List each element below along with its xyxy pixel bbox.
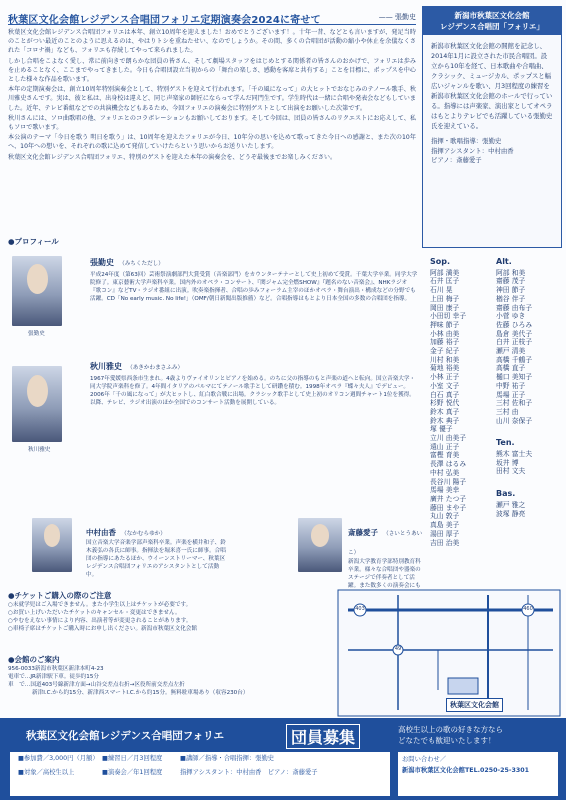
member-name: 石川 晃	[430, 286, 453, 295]
alt-label: Alt.	[496, 257, 512, 266]
member-name: 鈴木 典子	[430, 416, 460, 425]
bullet-icon: ●	[8, 591, 15, 600]
portrait-face	[44, 524, 61, 547]
recruit-detail: 指揮アシスタント：中村由香 ピアノ：斎藤愛子	[180, 769, 318, 776]
bio-heading	[90, 250, 418, 269]
member-name: 佐藤 ひろみ	[496, 320, 533, 329]
member-name: 立川 由美子	[430, 434, 467, 443]
recruit-headline: 団員募集	[286, 724, 360, 749]
member-name: 三村 佐和子	[496, 399, 533, 408]
member-name: 樋口 美知子	[496, 373, 533, 382]
bio-heading	[90, 354, 418, 373]
ticket-item-text: やむをえない事情により内容、出演者等が変更されることがあります。	[12, 618, 192, 624]
member-name: 高橋 直子	[496, 364, 526, 373]
person-heading	[86, 520, 226, 539]
ticket-item	[8, 617, 308, 625]
member-name: 富樫 育美	[430, 451, 460, 460]
recruit-detail: ■練習日／月3回程度	[102, 755, 163, 762]
portrait-photo	[32, 518, 72, 572]
road-label: 460	[523, 606, 533, 612]
member-name: 馬場 美幸	[430, 486, 460, 495]
road-label: 403	[355, 606, 365, 612]
member-name: 阿部 和美	[496, 268, 526, 277]
person-bio	[348, 520, 424, 592]
member-name: 小室 文子	[430, 381, 460, 390]
intro-paragraph: 秋葉区文化会館レジデンス合唱団フォリエは本年、創立10周年を迎えました！おめでとうございます！。十年一昔、などとも言いますが、発足当時のことがつい最近のことのように思えるのは、やはりトシを重ねたせい、なのでしょうか。その間、多くの合唱団が活動の縮小や休止を余儀なくされた「コロナ禍」なども、フォリエも存続してやって来られました。	[8, 29, 416, 55]
member-name: 島倉 美代子	[496, 329, 533, 338]
access-line: 電車で…JR新津駅下車。徒歩約15分	[8, 674, 99, 680]
recruit-tag: どなたでも歓迎いたします！	[398, 736, 496, 745]
right-column	[496, 254, 560, 547]
access-title-text: 会館のご案内	[14, 655, 60, 664]
member-name: 川村 和美	[430, 355, 460, 364]
sop-column	[430, 254, 496, 547]
member-name: 丸山 敦子	[430, 512, 460, 521]
ticket-item-text: 車椅子席はチケットご購入時にお申し出ください。新潟市秋葉区文化会館	[12, 626, 197, 632]
member-name: 鈴木 真子	[430, 407, 460, 416]
member-name: 中村 弘美	[430, 468, 460, 477]
portrait-photo	[12, 256, 62, 326]
member-name: 瀬戸 清美	[496, 347, 526, 356]
intro-paragraph: 本公演のテーマ「今日を歌う 明日を歌う」は、10周年を迎えたフォリエが今日、10年分の思いを込めて歌ってきた今日への感謝と、また次の10年へ、10年への想いを、それぞれの歌に込めて発信していけたらという思いからお送りいたします。	[8, 134, 416, 151]
member-name: 藤田 まや子	[430, 503, 467, 512]
bas-label: Bas.	[496, 489, 516, 499]
member-name: 真島 美子	[430, 521, 460, 530]
member-name: 小林 由美	[430, 329, 460, 338]
intro-paragraph: 本年の定期演奏会は、創立10周年特別演奏会として、特別ゲストを迎えて行われます。「千の風になって」の大ヒットでおなじみのテノール歌手、秋川雅史さんです。実は、彼と私は、出身校は違えど、同じ声楽家の師匠にならって学んだ同門生です。学生時代は一緒に合唱や発表会などもしていました。近年、テレビ番組などでの共演機会などもあるため、今回フォリエの演奏会に特別ゲストとして出演をお願いした次第です。	[8, 86, 416, 112]
bio-reading: （みちくただし）	[119, 261, 164, 267]
recruit-details	[10, 752, 390, 796]
intro-paragraph: 秋葉区文化会館レジデンス合唱団フォリエ、特別のゲストを迎えた本年の演奏会を、どうぞ最後までお楽しみください。	[8, 153, 337, 161]
access-title	[8, 654, 338, 665]
portrait-photo	[298, 518, 342, 572]
choir-info-header	[423, 7, 561, 35]
member-name: 楢谷 伴子	[496, 294, 526, 303]
ticket-item	[8, 609, 308, 617]
member-name: 湯田 厚子	[430, 529, 460, 538]
member-name: 坂井 博	[496, 458, 519, 467]
road-label: 49	[394, 646, 402, 652]
ticket-item	[8, 601, 308, 609]
ticket-title	[8, 590, 308, 601]
choir-info-header-line: レジデンス合唱団「フォリエ」	[440, 22, 544, 31]
staff-row	[431, 147, 553, 157]
member-name: 廣井 たつ子	[430, 494, 467, 503]
member-name: 瀬戸 雅之	[496, 500, 526, 509]
portrait-face	[27, 375, 48, 407]
member-name: 押味 節子	[430, 320, 460, 329]
staff-name: 中村由香	[488, 146, 514, 155]
intro-paragraph: しかし合唱をこよなく愛し、常に前向きで朗らかな団員の皆さん、そして劇場スタッフをはじめとする関係者の皆さんのおかげで、フォリエは歩みを止めることなく、ここまでやってきました。今日も合唱団設立当初からの「舞台の楽しさ、感動を客席と共有する」ことを目標に、ポップスを中心とした様々な作品を歌います。	[8, 57, 416, 84]
contact-text: 新潟市秋葉区文化会館TEL.0250-25-3301	[402, 767, 530, 774]
member-name: 吉田 治美	[430, 538, 460, 547]
portrait-photo	[12, 366, 62, 442]
member-name: 石井 匡子	[430, 277, 460, 286]
recruit-banner	[0, 718, 566, 800]
recruit-detail: ■講師／指導・合唱指揮：張勤史	[180, 755, 275, 762]
access-info	[8, 654, 338, 704]
member-name: 馬場 正子	[496, 390, 526, 399]
member-name: 岡田 康子	[430, 303, 460, 312]
photo-caption: 秋川雅史	[28, 447, 51, 453]
member-name: 塚 優子	[430, 425, 453, 434]
member-name: 田村 文夫	[496, 467, 526, 476]
member-name: 中野 祐子	[496, 381, 526, 390]
bio-text: 1967年愛媛県西条市生まれ。4歳よりヴァイオリンとピアノを始める。のちに父の指導のもと声楽の道へと転向。国立音楽大学・同大学院声楽科を修了。4年間イタリアのパルマにてテノール歌手として研鑽を積む。1998年オペラ『蝶々夫人』でデビュー。2006年「千の風になって」が大ヒットし、紅白歌合戦に出場。クラシック歌手として史上初のオリコン週間チャート1位を獲得。以降、テレビ、ラジオ出演のほか全国でのコンサート活動を展開している。	[90, 376, 416, 406]
staff-role: 指揮・歌唱指導：	[431, 137, 483, 145]
bio-name: 張勤史	[90, 258, 114, 267]
map-label: 秋葉区文化会館	[446, 698, 503, 712]
staff-role: 指揮アシスタント：	[431, 146, 489, 155]
recruit-title: 秋葉区文化会館レジデンス合唱団フォリエ	[26, 730, 224, 742]
staff-row	[431, 156, 553, 166]
member-name: 熊木 富士夫	[496, 450, 533, 459]
alt-list	[496, 269, 560, 426]
access-line: 新津I.C.から約15分、新津西スマートI.C.から約15分。無料駐車場あり（収容230台）	[32, 690, 249, 696]
member-name: 加藤 裕子	[430, 338, 460, 347]
person-bio	[86, 520, 226, 590]
recruit-tagline	[398, 724, 503, 746]
member-name: 長澤 はるみ	[430, 460, 467, 469]
recruit-tag: 高校生以上の歌の好きな方なら	[398, 725, 503, 734]
member-name: 遠山 正子	[430, 442, 460, 451]
member-name: 山川 奈保子	[496, 416, 533, 425]
member-name: 三村 由	[496, 407, 519, 416]
profile-label-text: プロフィール	[14, 237, 59, 246]
recruit-detail: ■演奏会／年1回程度	[102, 769, 163, 776]
portrait-face	[311, 524, 329, 547]
ticket-item-text: 未就学児はご入場できません。また小学生以上はチケットが必要です。	[12, 602, 192, 608]
member-name: 高橋 千鶴子	[496, 355, 533, 364]
ticket-item	[8, 625, 308, 633]
recruit-detail: ■参加費／3,000円（月額）	[18, 755, 99, 762]
access-line: 956-0033新潟市秋葉区新津本町4-23	[8, 666, 104, 672]
profile-section	[8, 236, 420, 516]
bio-text: 平成24年度（第63回）芸術祭演劇部門大賞受賞（音楽部門）をカウンターテナーとして史上初めて受賞。千葉大学卒業。同学大学院修了。東京藝術大学声楽科卒業。国内外のオペラ・コンサート、『関ジャム完全燃SHOW』『題名のない音楽会』、NHKラジオ『歌コン』などTV・ラジオ番組に出演。吹奏楽指揮者、合唱の歩みフォーラム主宰のほかオペラ・舞台演出・構成などの分野でも活躍。CD「No early music. No life!」（OMF/朝日新聞出版推薦）など。合唱指導はもとより日本全国の多数の合唱団を指導。	[90, 272, 418, 302]
member-name: 小林 正子	[430, 373, 460, 382]
member-name: 白井 正枝子	[496, 338, 533, 347]
bullet-icon: ○	[8, 610, 13, 616]
person-bio-text: 新潟大学教育学部特別教育科卒業。様々な合唱団や器楽のステージで伴奏者として活躍。また数多くの演奏会にも	[348, 559, 421, 589]
member-name: 波塚 静亮	[496, 509, 526, 518]
bio-reading: （あきかわまさふみ）	[127, 365, 184, 371]
recruit-contact	[398, 752, 558, 796]
profile-bio	[90, 354, 418, 514]
bullet-icon: ●	[8, 655, 15, 664]
member-name: 小田切 幸子	[430, 312, 467, 321]
person-name: 中村由香	[86, 528, 116, 537]
member-name: 菊地 裕美	[430, 364, 460, 373]
profile-bio	[90, 250, 418, 350]
bio-name: 秋川雅史	[90, 362, 122, 371]
ticket-title-text: チケットご購入の際のご注意	[14, 591, 112, 600]
member-name: 上田 梅子	[430, 294, 460, 303]
person-heading	[348, 520, 424, 558]
person-name: 斎藤愛子	[348, 528, 378, 537]
staff-name: 斎藤愛子	[456, 156, 482, 164]
member-name: 長谷川 陽子	[430, 477, 467, 486]
access-map	[338, 590, 560, 716]
choir-info-box	[422, 6, 562, 248]
sop-list	[430, 269, 496, 548]
contact-label: お問い合わせ／	[402, 756, 447, 763]
member-name: 杉野 悦代	[430, 399, 460, 408]
intro-paragraph: 秋川さんには、ソロ曲歌唱の他、フォリエとのコラボレーションもお願いしております。そして今回は、団員の皆さんのリクエストにお応えして、私もソロで歌います。	[8, 114, 416, 132]
page-title: 秋葉区文化会館レジデンス合唱団フォリエ定期演奏会2024に寄せて	[8, 15, 321, 26]
access-line: 車 で…国道403号線新津方面→山谷交差点右折→区役所前交差点左折	[8, 682, 185, 688]
choir-info-header-line: 新潟市秋葉区文化会館	[454, 11, 530, 20]
choir-info-body: 新潟市秋葉区文化会館の開館を記念し、2014年1月に設立された市民合唱団。設立から10年を経て、日本歌曲や合唱曲、クラシック、ミュージカル、ポップスと幅広いジャンルを歌い、月3回程度の練習を新潟市秋葉区文化会館のホールで行っている。指導には声楽家、演出家としてオペラはもとよりテレビでも活躍している張勤史氏を迎えている。	[431, 42, 553, 130]
ten-list	[496, 450, 560, 476]
member-name: 小菅 ゆき	[496, 312, 526, 321]
ticket-notes	[8, 590, 308, 640]
choir-staff	[423, 135, 561, 168]
ten-label: Ten.	[496, 438, 515, 448]
member-name: 金子 紀子	[430, 347, 460, 356]
staff-role: ピアノ：	[431, 156, 457, 164]
bullet-icon: ●	[8, 237, 15, 246]
sop-label: Sop.	[430, 257, 451, 266]
staff-row	[431, 137, 553, 147]
person-reading: （さいとうあいこ）	[348, 531, 423, 556]
roster-columns	[430, 254, 560, 547]
member-name: 神田 節子	[496, 286, 526, 295]
bas-list	[496, 501, 560, 518]
bullet-icon: ○	[8, 626, 13, 632]
ticket-item-text: お買い上げいただいたチケットのキャンセル・変更はできません。	[12, 610, 181, 616]
portrait-face	[27, 264, 48, 293]
member-name: 齋藤 茂子	[496, 277, 526, 286]
author-name: 張勤史	[395, 13, 416, 21]
recruit-detail: ■対象／高校生以上	[18, 769, 75, 776]
bullet-icon: ○	[8, 602, 13, 608]
photo-caption: 張勤史	[28, 331, 45, 337]
member-name: 白石 真子	[430, 390, 460, 399]
header	[8, 8, 416, 25]
intro-text	[8, 28, 416, 234]
member-name: 齋藤 由布子	[496, 303, 533, 312]
person-bio-text: 国立音楽大学音楽学部声楽科卒業。声楽を横井和子、鈴木義弘の各氏に師事。指揮法を堀米喜一氏に師事。合唱団の指導にあたるほか、ウイーンストリーマー、秋葉区レジデンス合唱団フォリエのアシスタントとして活動中。	[86, 540, 226, 578]
title-author: —— 張勤史	[378, 13, 416, 21]
staff-name: 張勤史	[482, 137, 502, 145]
member-roster	[430, 254, 560, 579]
profile-label	[8, 236, 420, 247]
person-reading: （なかむらゆか）	[121, 531, 166, 537]
member-name: 阿部 満美	[430, 268, 460, 277]
bullet-icon: ○	[8, 618, 13, 624]
